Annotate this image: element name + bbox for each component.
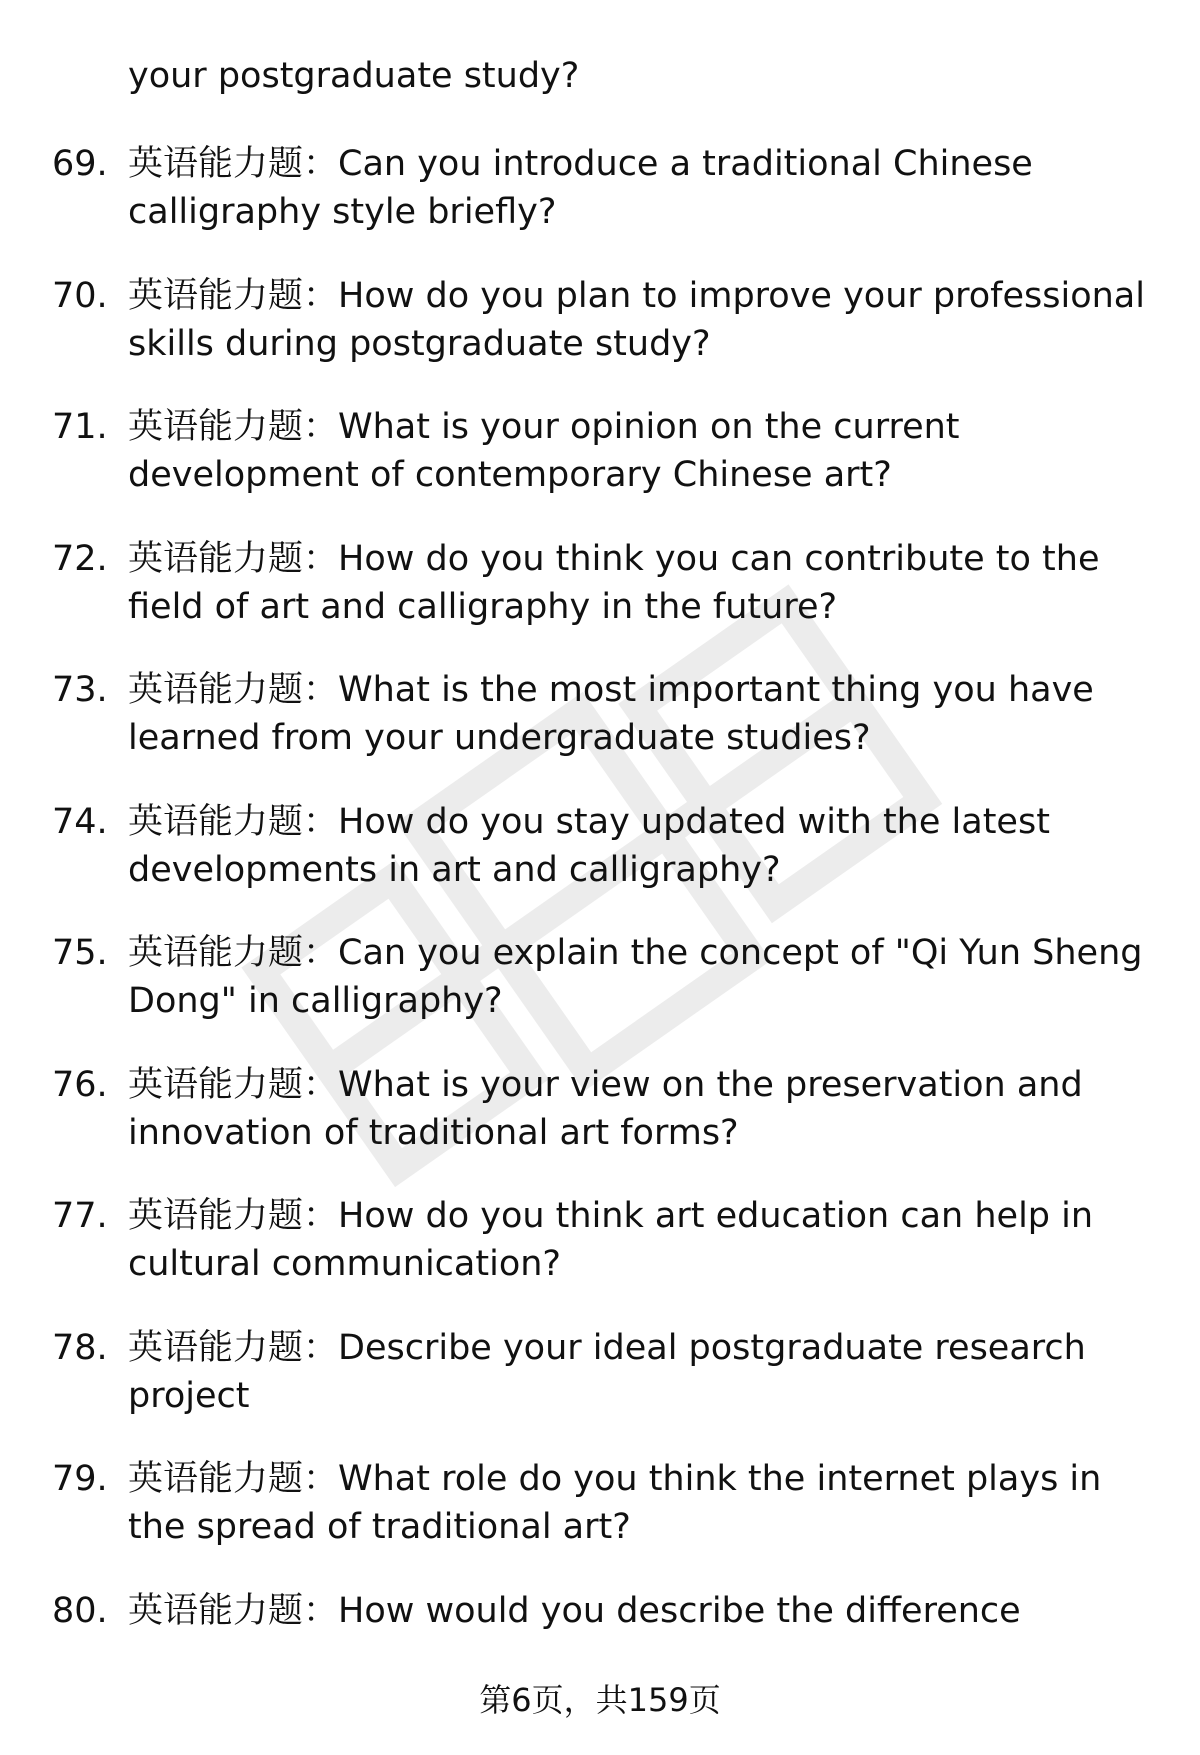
question-text-line1: 英语能力题：How do you think art education can help in: [128, 1196, 1094, 1236]
question-text-line2: calligraphy style briefly?: [128, 192, 557, 232]
question-text-line1: 英语能力题：Can you explain the concept of "Qi Yun Sheng: [128, 933, 1143, 973]
question-text-line2: the spread of traditional art?: [128, 1507, 631, 1547]
question-text-line2: learned from your undergraduate studies?: [128, 718, 871, 758]
question-number: 74.: [52, 802, 108, 842]
page-footer: 第6页，共159页: [479, 1681, 721, 1719]
question-text-line1: 英语能力题：What role do you think the internet plays in: [128, 1459, 1102, 1499]
question-number: 73.: [52, 670, 108, 710]
question-text-line1: 英语能力题：How would you describe the difference: [128, 1591, 1021, 1631]
continuation-text: your postgraduate study?: [128, 56, 580, 96]
question-text-line1: 英语能力题：What is your opinion on the current: [128, 407, 960, 447]
question-text-line2: skills during postgraduate study?: [128, 324, 711, 364]
question-text-line1: 英语能力题：Describe your ideal postgraduate research: [128, 1328, 1086, 1368]
question-text-line1: 英语能力题：What is your view on the preservation and: [128, 1065, 1083, 1105]
question-text-line1: 英语能力题：How do you plan to improve your professional: [128, 276, 1145, 316]
question-text-line1: 英语能力题：How do you stay updated with the latest: [128, 802, 1050, 842]
question-number: 80.: [52, 1591, 108, 1631]
question-number: 69.: [52, 144, 108, 184]
question-text-line1: 英语能力题：How do you think you can contribute to the: [128, 539, 1100, 579]
question-number: 76.: [52, 1065, 108, 1105]
question-text-line1: 英语能力题：Can you introduce a traditional Chinese: [128, 144, 1033, 184]
question-number: 79.: [52, 1459, 108, 1499]
question-text-line2: innovation of traditional art forms?: [128, 1113, 739, 1153]
question-number: 70.: [52, 276, 108, 316]
question-number: 78.: [52, 1328, 108, 1368]
question-number: 75.: [52, 933, 108, 973]
question-text-line2: developments in art and calligraphy?: [128, 850, 781, 890]
question-text-line2: field of art and calligraphy in the future?: [128, 587, 838, 627]
question-text-line2: Dong" in calligraphy?: [128, 981, 503, 1021]
question-text-line1: 英语能力题：What is the most important thing you have: [128, 670, 1094, 710]
question-text-line2: cultural communication?: [128, 1244, 561, 1284]
question-text-line2: development of contemporary Chinese art?: [128, 455, 892, 495]
question-text-line2: project: [128, 1376, 250, 1416]
question-number: 77.: [52, 1196, 108, 1236]
question-number: 72.: [52, 539, 108, 579]
question-number: 71.: [52, 407, 108, 447]
